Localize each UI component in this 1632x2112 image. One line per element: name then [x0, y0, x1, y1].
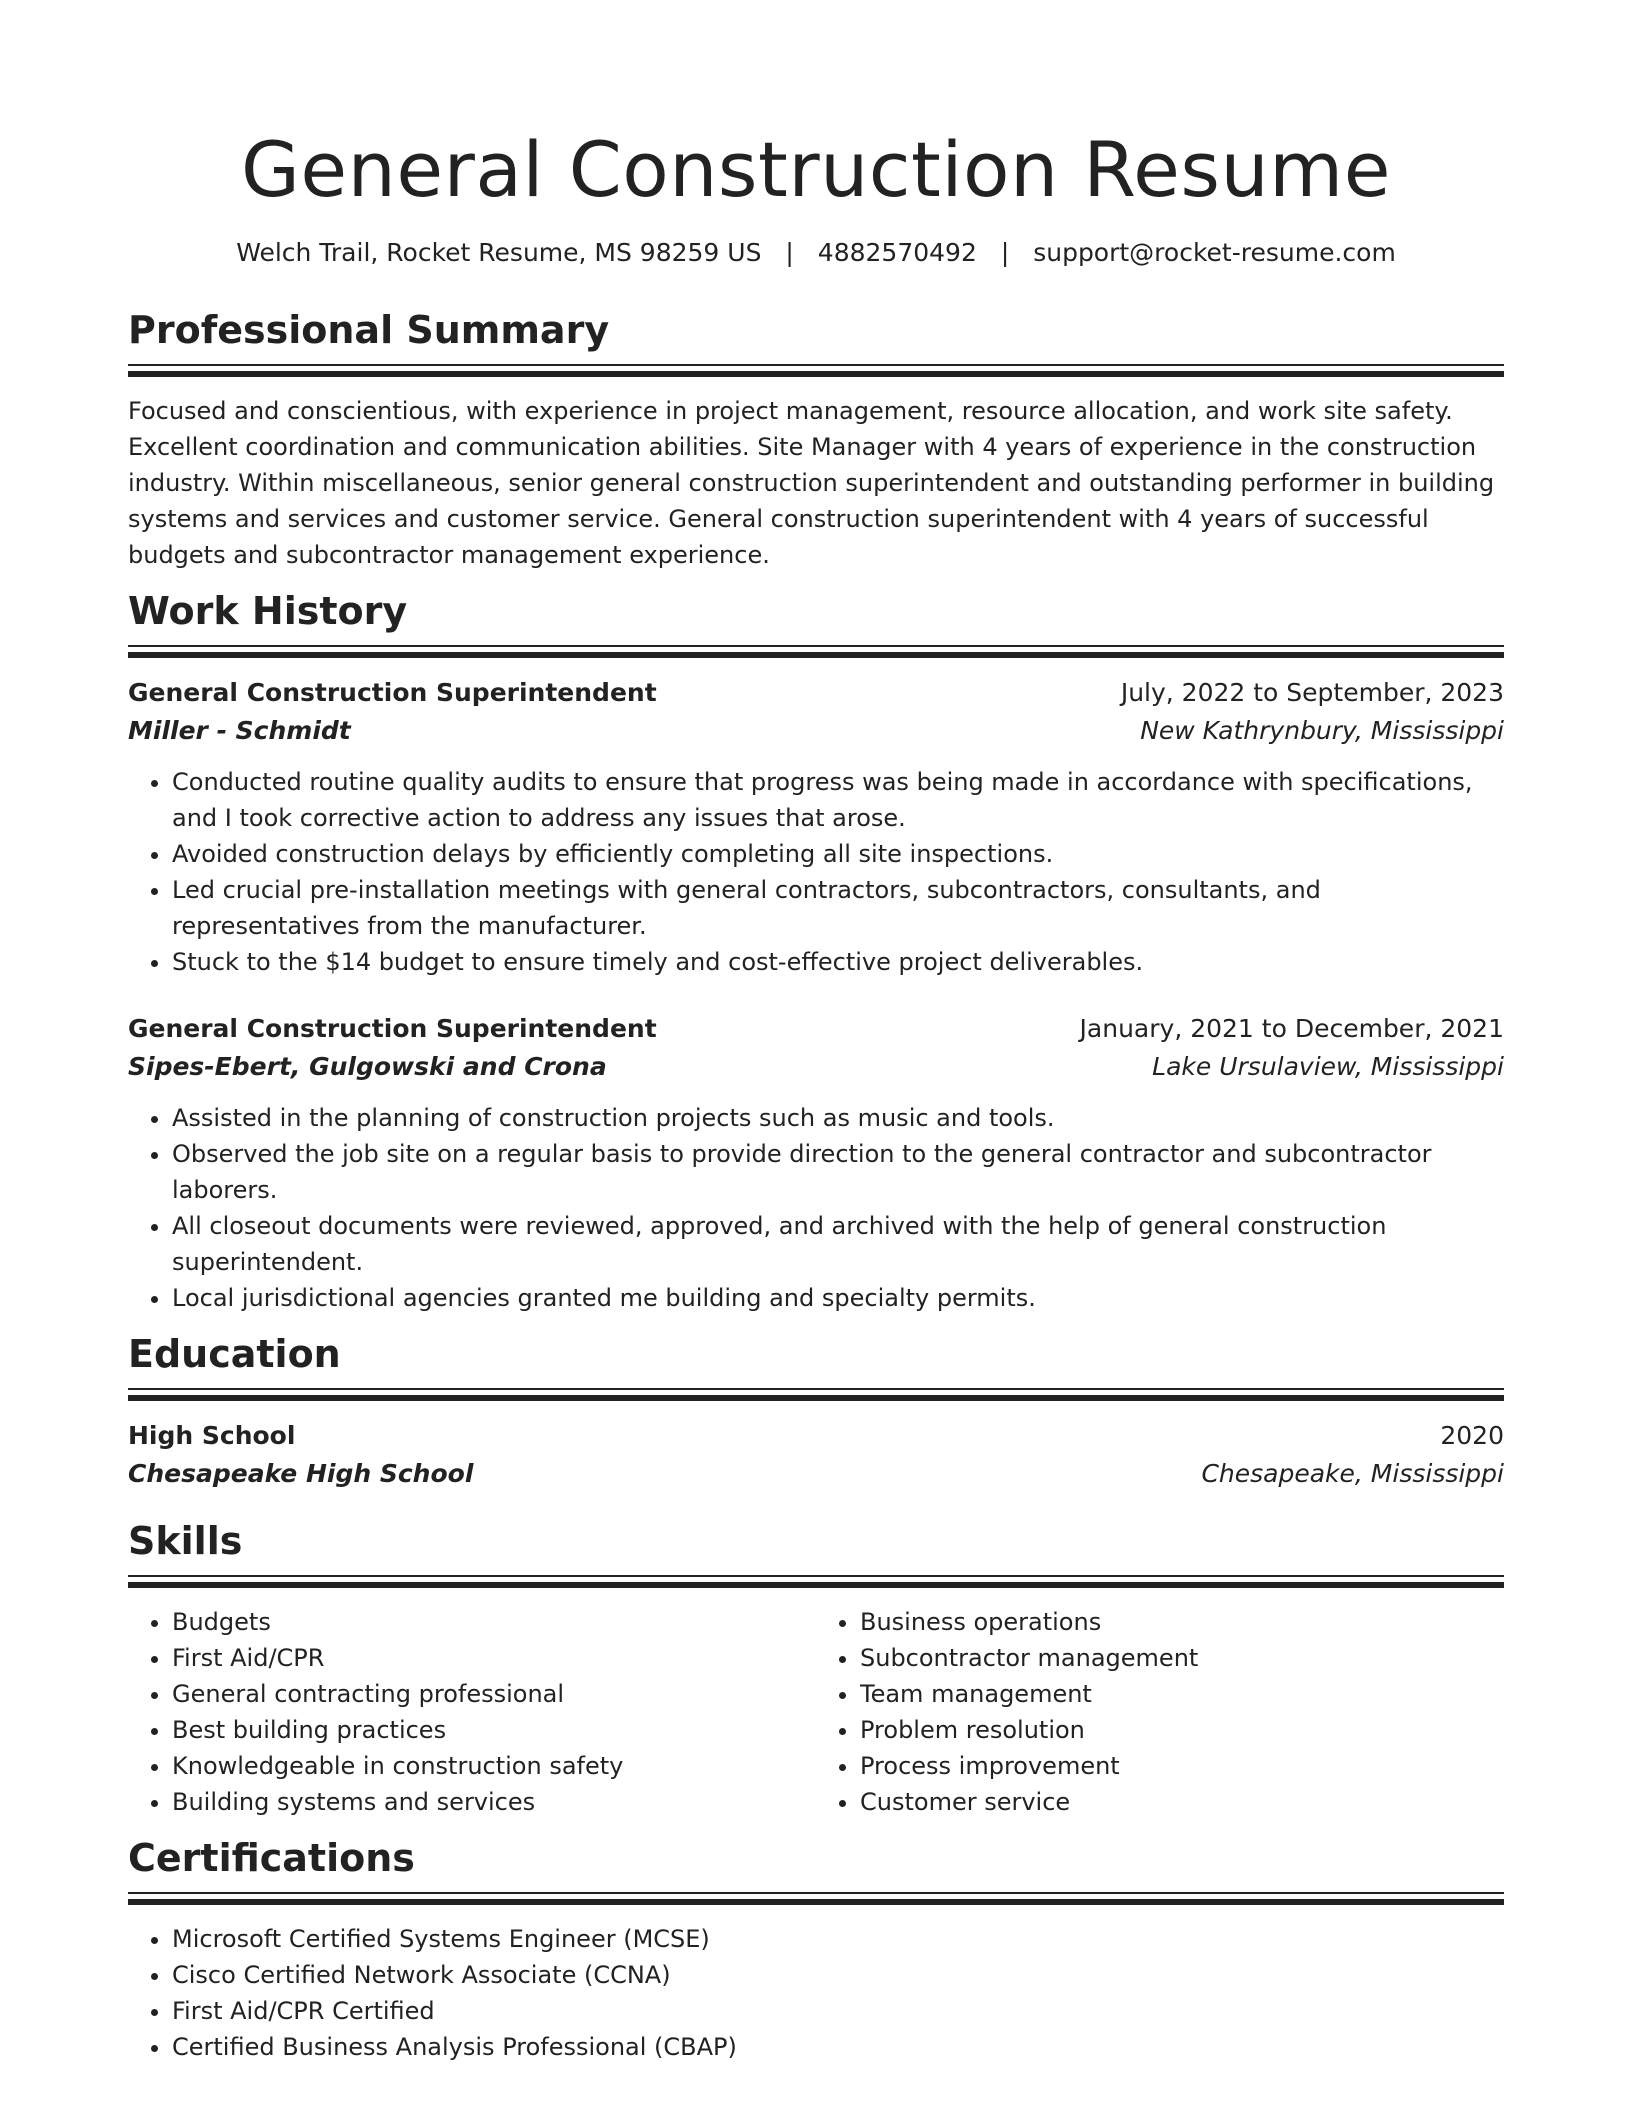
- job-bullets: [128, 764, 1504, 980]
- skill-item: • Subcontractor management: [860, 1640, 1504, 1676]
- education-heading: Education: [128, 1332, 341, 1376]
- skills-columns: [128, 1604, 1504, 1820]
- skill-item: • Knowledgeable in construction safety: [172, 1748, 816, 1784]
- work-history-section: [128, 587, 1504, 1316]
- contact-separator: |: [785, 238, 794, 267]
- skill-item: • Best building practices: [172, 1712, 816, 1748]
- job-bullet: • All closeout documents were reviewed, approved, and archived with the help of general construction superintendent.: [172, 1208, 1504, 1280]
- job-company: Miller - Schmidt: [128, 716, 351, 745]
- section-divider: [128, 1388, 1504, 1403]
- job-location: New Kathrynbury, Mississippi: [1140, 716, 1504, 745]
- certification-item: • Cisco Certified Network Associate (CCNA): [172, 1957, 1504, 1993]
- skill-item: • Budgets: [172, 1604, 816, 1640]
- contact-separator: |: [1000, 238, 1010, 267]
- work-history-heading: Work History: [128, 589, 408, 633]
- resume-title: General Construction Resume: [241, 125, 1391, 214]
- skill-item: • Team management: [860, 1676, 1504, 1712]
- job-header-row: [128, 1010, 1504, 1048]
- certifications-list: [128, 1921, 1504, 2065]
- education-section: [128, 1330, 1504, 1493]
- skills-section: [128, 1517, 1504, 1820]
- job-bullet: • Conducted routine quality audits to ensure that progress was being made in accordance with specifications, and I took corrective action to address any issues that arose.: [172, 764, 1504, 836]
- certifications-heading: Certifications: [128, 1836, 415, 1880]
- certifications-section: [128, 1834, 1504, 2065]
- section-divider: [128, 1892, 1504, 1907]
- job-dates: July, 2022 to September, 2023: [1120, 678, 1504, 707]
- education-location: Chesapeake, Mississippi: [1201, 1459, 1504, 1488]
- contact-address: Welch Trail, Rocket Resume, MS 98259 US: [236, 238, 762, 267]
- education-school: Chesapeake High School: [128, 1459, 474, 1488]
- summary-heading: Professional Summary: [128, 308, 610, 352]
- summary-text: Focused and conscientious, with experience in project management, resource allocation, and work site safety. Excellent coordination and communication abilities. Site Manager with 4 years of experience in the construction industry. Within miscellaneous, senior general construction superintendent and outstanding performer in building systems and services and customer service. General construction superintendent with 4 years of successful budgets and subcontractor management experience.: [128, 397, 1495, 569]
- job-title: General Construction Superintendent: [128, 678, 657, 707]
- job-bullet: • Local jurisdictional agencies granted me building and specialty permits.: [172, 1280, 1504, 1316]
- job-bullet: • Observed the job site on a regular basis to provide direction to the general contractor and subcontractor laborers.: [172, 1136, 1504, 1208]
- job-company-row: [128, 712, 1504, 750]
- job-dates: January, 2021 to December, 2021: [1079, 1014, 1504, 1043]
- job-location: Lake Ursulaview, Mississippi: [1152, 1052, 1504, 1081]
- skill-item: • Business operations: [860, 1604, 1504, 1640]
- job-bullet: • Stuck to the $14 budget to ensure timely and cost-effective project deliverables.: [172, 944, 1504, 980]
- job-bullet: • Led crucial pre-installation meetings with general contractors, subcontractors, consultants, and representatives from the manufacturer.: [172, 872, 1504, 944]
- skill-item: • Customer service: [860, 1784, 1504, 1820]
- skill-item: • Building systems and services: [172, 1784, 816, 1820]
- education-entry: [128, 1417, 1504, 1493]
- certification-item: • Certified Business Analysis Professional (CBAP): [172, 2029, 1504, 2065]
- skills-heading: Skills: [128, 1519, 243, 1563]
- certification-item: • First Aid/CPR Certified: [172, 1993, 1504, 2029]
- skills-right-column: [816, 1604, 1504, 1820]
- contact-email: support@rocket-resume.com: [1033, 238, 1396, 267]
- section-divider: [128, 364, 1504, 379]
- job-entry: [128, 1010, 1504, 1316]
- skills-left-column: [128, 1604, 816, 1820]
- contact-line: [128, 236, 1504, 270]
- job-bullet: • Avoided construction delays by efficiently completing all site inspections.: [172, 836, 1504, 872]
- job-header-row: [128, 674, 1504, 712]
- job-title: General Construction Superintendent: [128, 1014, 657, 1043]
- education-header-row: [128, 1417, 1504, 1455]
- skill-item: • General contracting professional: [172, 1676, 816, 1712]
- summary-section: [128, 306, 1504, 573]
- job-company-row: [128, 1048, 1504, 1086]
- skill-item: • Process improvement: [860, 1748, 1504, 1784]
- job-bullet: • Assisted in the planning of construction projects such as music and tools.: [172, 1100, 1504, 1136]
- section-divider: [128, 1575, 1504, 1590]
- skill-item: • First Aid/CPR: [172, 1640, 816, 1676]
- job-company: Sipes-Ebert, Gulgowski and Crona: [128, 1052, 607, 1081]
- certification-item: • Microsoft Certified Systems Engineer (MCSE): [172, 1921, 1504, 1957]
- job-bullets: [128, 1100, 1504, 1316]
- job-entry: [128, 674, 1504, 980]
- skill-item: • Problem resolution: [860, 1712, 1504, 1748]
- section-divider: [128, 645, 1504, 660]
- education-school-row: [128, 1455, 1504, 1493]
- contact-phone: 4882570492: [817, 238, 977, 267]
- education-degree: High School: [128, 1421, 296, 1450]
- education-year: 2020: [1440, 1421, 1504, 1450]
